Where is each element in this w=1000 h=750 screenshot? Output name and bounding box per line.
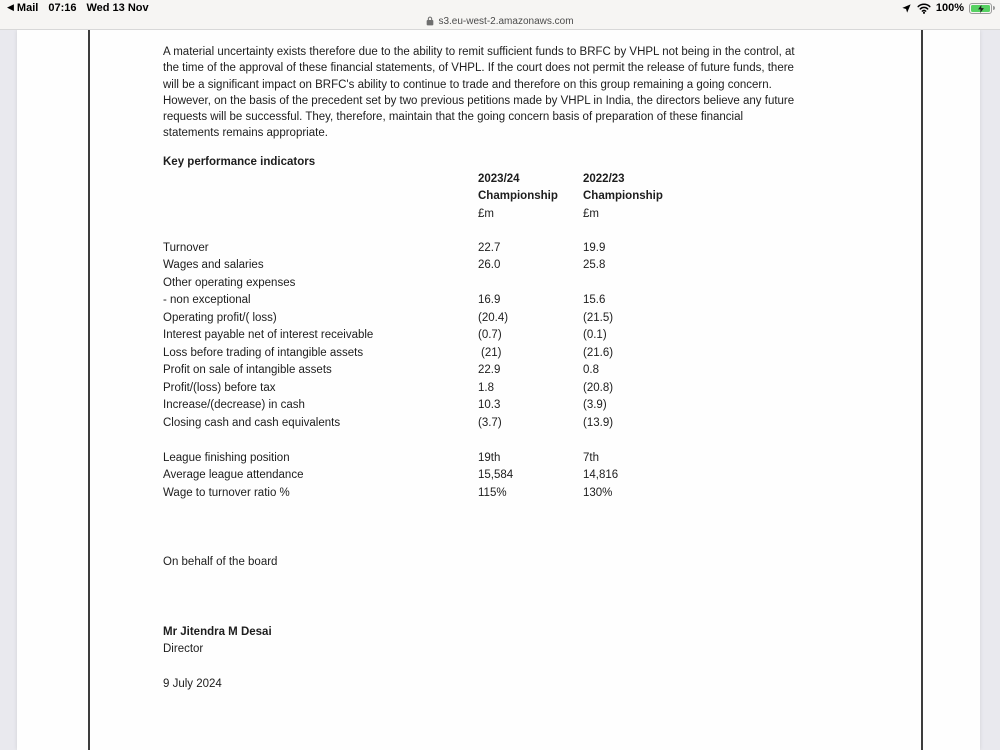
kpi-heading: Key performance indicators	[163, 155, 316, 168]
lock-icon	[426, 16, 434, 26]
table-row: Other operating expenses	[163, 276, 296, 289]
page-border-line-right	[921, 30, 923, 750]
page-border-line-left	[88, 30, 90, 750]
col2-league: Championship	[583, 190, 663, 203]
paragraph-going-concern: A material uncertainty exists therefore due to the ability to remit sufficient funds to BRFC by VHPL not being in the control, at the time of the approval of these financial statements, of VHPL. If the court does not permit the release of future funds, there will be a significant impact on BRFC's ability to continue to trade and therefore on this group remaining a going concern.	[163, 46, 795, 91]
browser-viewport	[0, 30, 1000, 750]
table-row: Loss before trading of intangible assets (21) (21.6)	[163, 346, 614, 359]
url-domain: s3.eu-west-2.amazonaws.com	[438, 15, 574, 27]
signatory-title: Director	[163, 643, 204, 656]
back-to-app-label: Mail	[16, 2, 39, 14]
kpi-table-header	[163, 171, 843, 224]
table-row: Closing cash and cash equivalents (3.7) (13.9)	[163, 416, 614, 429]
paragraph-directors-belief: However, on the basis of the precedent set by two previous petitions made by VHPL in India, the directors believe any future requests will be successful. They, therefore, maintain that the going concern basis of preparation of these financial statements remains appropriate.	[163, 94, 795, 140]
table-row: Increase/(decrease) in cash 10.3 (3.9)	[163, 399, 607, 412]
table-row: Wage to turnover ratio % 115% 130%	[163, 486, 613, 499]
col2-unit: £m	[583, 207, 599, 220]
table-row: Wages and salaries 26.0 25.8	[163, 259, 606, 272]
table-row: Operating profit/( loss) (20.4) (21.5)	[163, 311, 614, 324]
battery-percentage: 100%	[935, 2, 964, 14]
col2-season: 2022/23	[583, 172, 625, 185]
document-date: 9 July 2024	[163, 677, 222, 690]
back-triangle-icon: ◀	[7, 2, 14, 12]
document-body	[163, 44, 843, 693]
table-row: Profit on sale of intangible assets 22.9 0.8	[163, 364, 599, 377]
wifi-icon	[917, 3, 931, 14]
col1-unit: £m	[478, 207, 494, 220]
table-row: Turnover 22.7 19.9	[163, 241, 606, 254]
table-row: Average league attendance 15,584 14,816	[163, 469, 619, 482]
kpi-table	[163, 240, 843, 503]
table-group-gap	[163, 432, 843, 450]
browser-top-bar	[0, 0, 1000, 30]
table-row: Interest payable net of interest receivable (0.7) (0.1)	[163, 329, 607, 342]
url-bar[interactable]	[0, 13, 1000, 29]
col1-league: Championship	[478, 190, 558, 203]
pdf-page[interactable]	[17, 30, 980, 750]
table-row: League finishing position 19th 7th	[163, 451, 599, 464]
status-time: 07:16	[48, 2, 77, 14]
signature-block	[163, 624, 843, 659]
on-behalf-text: On behalf of the board	[163, 556, 278, 569]
status-date: Wed 13 Nov	[86, 2, 149, 14]
col1-season: 2023/24	[478, 172, 520, 185]
location-arrow-icon	[901, 3, 912, 14]
signatory-name: Mr Jitendra M Desai	[163, 625, 272, 638]
table-row: - non exceptional 16.9 15.6	[163, 294, 606, 307]
battery-charging-icon	[969, 3, 992, 14]
table-row: Profit/(loss) before tax 1.8 (20.8)	[163, 381, 614, 394]
